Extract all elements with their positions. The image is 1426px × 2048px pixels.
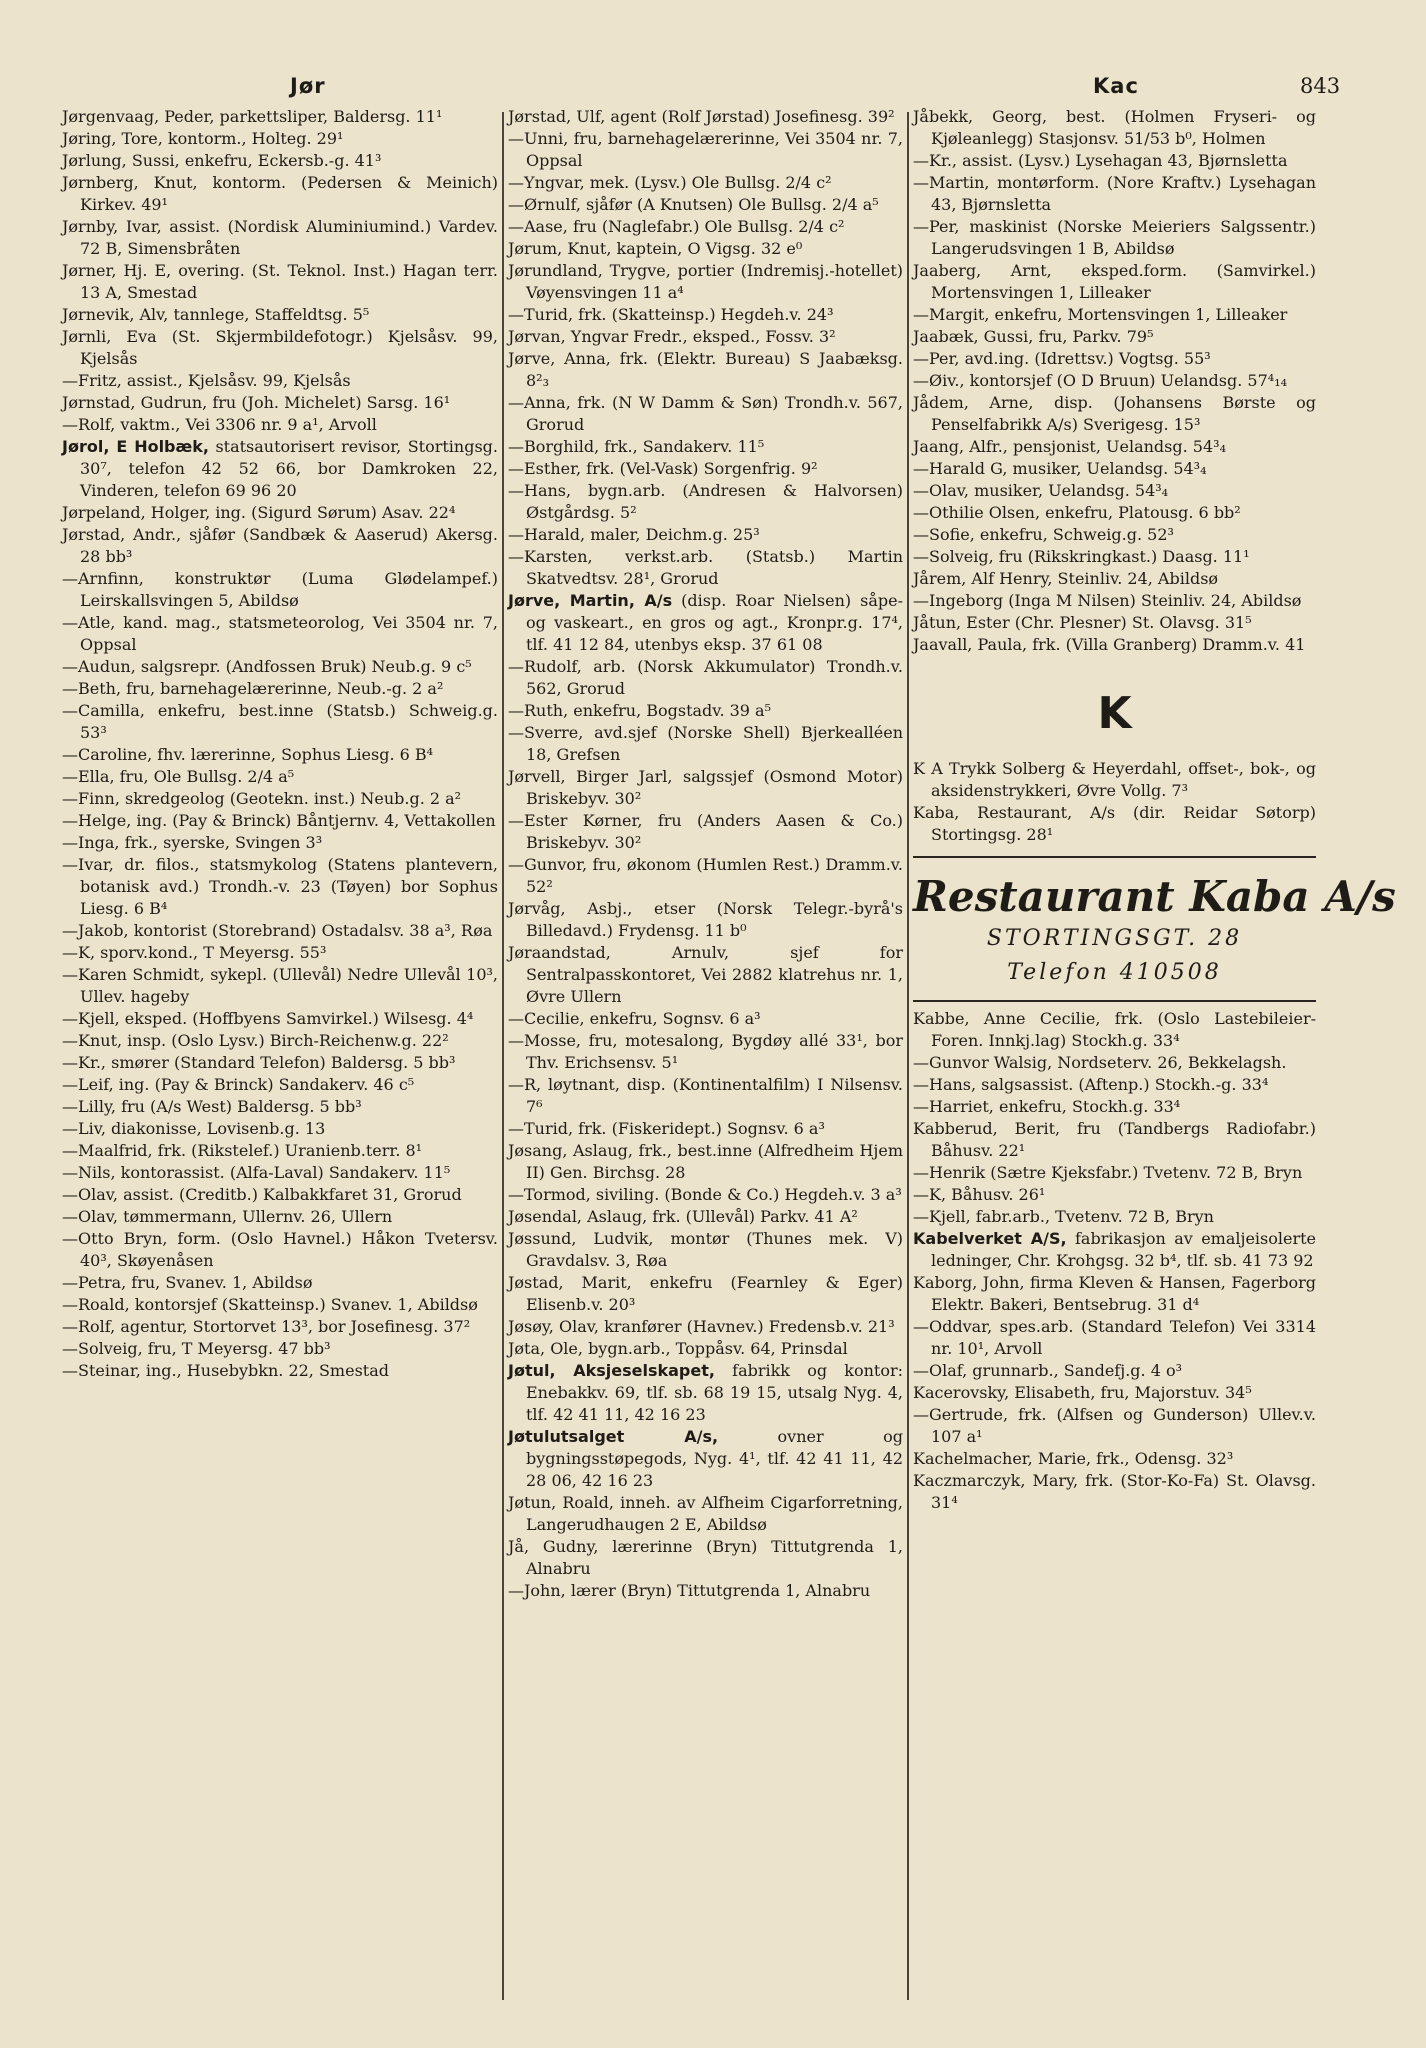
directory-entry: —Nils, kontorassist. (Alfa-Laval) Sandakerv. 11⁵ <box>62 1163 451 1182</box>
directory-entry: —Gunvor Walsig, Nordseterv. 26, Bekkelagsh. <box>913 1053 1287 1072</box>
entry-list <box>508 106 903 1602</box>
directory-entry: Jøraandstad, Arnulv, sjef for Sentralpasskontoret, Vei 2882 klatrehus nr. 1, Øvre Ullern <box>508 943 903 1006</box>
directory-entry: —Unni, fru, barnehagelærerinne, Vei 3504 nr. 7, Oppsal <box>508 129 903 170</box>
directory-entry: —Beth, fru, barnehagelærerinne, Neub.-g. 2 a² <box>62 679 444 698</box>
directory-entry: —Inga, frk., syerske, Svingen 3³ <box>62 833 323 852</box>
directory-column-1 <box>62 106 498 2026</box>
directory-entry: Jørnevik, Alv, tannlege, Staffeldtsg. 5⁵ <box>62 305 370 324</box>
directory-entry: Jaavall, Paula, frk. (Villa Granberg) Dramm.v. 41 <box>913 635 1306 654</box>
directory-entry: —Finn, skredgeolog (Geotekn. inst.) Neub.g. 2 a² <box>62 789 462 808</box>
directory-entry: —Otto Bryn, form. (Oslo Havnel.) Håkon Tvetersv. 40³, Skøyenåsen <box>62 1229 498 1270</box>
directory-entry: Jørvåg, Asbj., etser (Norsk Telegr.-byrå's Billedavd.) Frydensg. 11 b⁰ <box>508 899 903 940</box>
directory-entry: Kachelmacher, Marie, frk., Odensg. 32³ <box>913 1449 1234 1468</box>
directory-entry: —Solveig, fru, T Meyersg. 47 bb³ <box>62 1339 331 1358</box>
directory-entry: Jøring, Tore, kontorm., Holteg. 29¹ <box>62 129 344 148</box>
directory-entry: —Othilie Olsen, enkefru, Platousg. 6 bb² <box>913 503 1241 522</box>
directory-entry: —Jakob, kontorist (Storebrand) Ostadalsv. 38 a³, Røa <box>62 921 493 940</box>
directory-entry: Jørol, E Holbæk, statsautorisert revisor, Stortingsg. 30⁷, telefon 42 52 66, bor Damkroken 22, Vinderen, telefon 69 96 20 <box>62 437 499 500</box>
directory-entry: —Harriet, enkefru, Stockh.g. 33⁴ <box>913 1097 1181 1116</box>
directory-entry: Jøta, Ole, bygn.arb., Toppåsv. 64, Prinsdal <box>508 1339 848 1358</box>
directory-entry: —Roald, kontorsjef (Skatteinsp.) Svanev. 1, Abildsø <box>62 1295 478 1314</box>
directory-entry: Jøsendal, Aslaug, frk. (Ullevål) Parkv. 41 A² <box>508 1207 858 1226</box>
directory-entry: Kaba, Restaurant, A/s (dir. Reidar Søtorp) Stortingsg. 28¹ <box>913 803 1316 844</box>
directory-entry: Jørstad, Ulf, agent (Rolf Jørstad) Josefinesg. 39² <box>508 107 895 126</box>
entry-bold-name: Kabelverket A/S, <box>913 1229 1067 1248</box>
directory-entry: —Gertrude, frk. (Alfsen og Gunderson) Ullev.v. 107 a¹ <box>913 1405 1316 1446</box>
directory-entry: —Solveig, fru (Rikskringkast.) Daasg. 11¹ <box>913 547 1250 566</box>
ad-title: Restaurant Kaba A/s <box>913 872 1396 921</box>
directory-entry: —Oddvar, spes.arb. (Standard Telefon) Vei 3314 nr. 10¹, Arvoll <box>913 1317 1316 1358</box>
column-divider <box>907 112 909 2000</box>
directory-entry: —Anna, frk. (N W Damm & Søn) Trondh.v. 567, Grorud <box>508 393 903 434</box>
directory-entry: —Rolf, agentur, Stortorvet 13³, bor Josefinesg. 37² <box>62 1317 471 1336</box>
entry-bold-name: Jørve, Martin, A/s <box>508 591 673 610</box>
directory-entry: Jørpeland, Holger, ing. (Sigurd Sørum) Asav. 22⁴ <box>62 503 456 522</box>
directory-entry: —Mosse, fru, motesalong, Bygdøy allé 33¹, bor Thv. Erichsensv. 5¹ <box>508 1031 903 1072</box>
directory-entry: —R, løytnant, disp. (Kontinentalfilm) I Nilsensv. 7⁶ <box>508 1075 903 1116</box>
directory-entry: Kaczmarczyk, Mary, frk. (Stor-Ko-Fa) St. Olavsg. 31⁴ <box>913 1471 1316 1512</box>
directory-entry: K A Trykk Solberg & Heyerdahl, offset-, bok-, og aksidenstrykkeri, Øvre Vollg. 7³ <box>913 759 1316 800</box>
directory-entry: —Yngvar, mek. (Lysv.) Ole Bullsg. 2/4 c² <box>508 173 832 192</box>
directory-entry: Jaabæk, Gussi, fru, Parkv. 79⁵ <box>913 327 1154 346</box>
directory-entry: —Kjell, eksped. (Hoffbyens Samvirkel.) Wilsesg. 4⁴ <box>62 1009 474 1028</box>
entry-bold-name: Jøtulutsalget A/s, <box>508 1427 719 1446</box>
directory-entry: Jøsang, Aslaug, frk., best.inne (Alfredheim Hjem II) Gen. Birchsg. 28 <box>508 1141 903 1182</box>
directory-entry: Jørve, Anna, frk. (Elektr. Bureau) S Jaabæksg. 8²₃ <box>508 349 903 390</box>
directory-entry: Jørnberg, Knut, kontorm. (Pedersen & Meinich) Kirkev. 49¹ <box>62 173 498 214</box>
directory-entry: —Petra, fru, Svanev. 1, Abildsø <box>62 1273 313 1292</box>
directory-entry: Jøtul, Aksjeselskapet, fabrikk og kontor: Enebakkv. 69, tlf. sb. 68 19 15, utsalg Nyg. 4, tlf. 42 41 11, 42 16 23 <box>508 1361 903 1424</box>
directory-entry: —Ørnulf, sjåfør (A Knutsen) Ole Bullsg. 2/4 a⁵ <box>508 195 879 214</box>
directory-entry: —Fritz, assist., Kjelsåsv. 99, Kjelsås <box>62 371 351 390</box>
directory-entry: —Per, maskinist (Norske Meieriers Salgssentr.) Langerudsvingen 1 B, Abildsø <box>913 217 1316 258</box>
directory-entry: —Ester Kørner, fru (Anders Aasen & Co.) Briskebyv. 30² <box>508 811 903 852</box>
page-header <box>0 74 1426 104</box>
directory-entry: —Rudolf, arb. (Norsk Akkumulator) Trondh.v. 562, Grorud <box>508 657 903 698</box>
directory-entry: Jårem, Alf Henry, Steinliv. 24, Abildsø <box>913 569 1219 588</box>
column-divider <box>502 112 504 2000</box>
directory-entry: Jørvell, Birger Jarl, salgssjef (Osmond Motor) Briskebyv. 30² <box>508 767 903 808</box>
directory-entry: —Tormod, siviling. (Bonde & Co.) Hegdeh.v. 3 a³ <box>508 1185 902 1204</box>
directory-entry: Jørnstad, Gudrun, fru (Joh. Michelet) Sarsg. 16¹ <box>62 393 451 412</box>
ad-address: STORTINGSGT. 28 <box>986 926 1243 951</box>
directory-entry: —Leif, ing. (Pay & Brinck) Sandakerv. 46 c⁵ <box>62 1075 415 1094</box>
directory-entry: —Kr., assist. (Lysv.) Lysehagan 43, Bjørnsletta <box>913 151 1288 170</box>
directory-entry: Jørstad, Andr., sjåfør (Sandbæk & Aaserud) Akersg. 28 bb³ <box>62 525 498 566</box>
directory-entry: Kacerovsky, Elisabeth, fru, Majorstuv. 34⁵ <box>913 1383 1252 1402</box>
entry-bold-name: Jørol, E Holbæk, <box>62 437 209 456</box>
directory-entry: —Olav, assist. (Creditb.) Kalbakkfaret 31, Grorud <box>62 1185 462 1204</box>
entry-list <box>913 1008 1316 1514</box>
directory-entry: —Ingeborg (Inga M Nilsen) Steinliv. 24, Abildsø <box>913 591 1302 610</box>
directory-entry: Jørvan, Yngvar Fredr., eksped., Fossv. 3² <box>508 327 836 346</box>
directory-entry: —Esther, frk. (Vel-Vask) Sorgenfrig. 9² <box>508 459 818 478</box>
directory-entry: —Margit, enkefru, Mortensvingen 1, Lilleaker <box>913 305 1288 324</box>
directory-entry: Jå, Gudny, lærerinne (Bryn) Tittutgrenda 1, Alnabru <box>508 1537 903 1578</box>
directory-entry: —Cecilie, enkefru, Sognsv. 6 a³ <box>508 1009 761 1028</box>
directory-entry: —Kjell, fabr.arb., Tvetenv. 72 B, Bryn <box>913 1207 1214 1226</box>
directory-entry: —K, Båhusv. 26¹ <box>913 1185 1046 1204</box>
entry-list <box>62 106 498 1382</box>
directory-entry: —Harald G, musiker, Uelandsg. 54³₄ <box>913 459 1207 478</box>
restaurant-advertisement <box>913 856 1396 1002</box>
directory-entry: —Harald, maler, Deichm.g. 25³ <box>508 525 760 544</box>
directory-entry: —Borghild, frk., Sandakerv. 11⁵ <box>508 437 765 456</box>
directory-entry: —Hans, salgsassist. (Aftenp.) Stockh.-g. 33⁴ <box>913 1075 1269 1094</box>
directory-entry: Jåbekk, Georg, best. (Holmen Fryseri- og Kjøleanlegg) Stasjonsv. 51/53 b⁰, Holmen <box>913 107 1316 148</box>
directory-entry: Jørnby, Ivar, assist. (Nordisk Aluminiumind.) Vardev. 72 B, Simensbråten <box>62 217 498 258</box>
header-left-guide-word: Jør <box>290 74 326 98</box>
directory-entry: Kabelverket A/S, fabrikasjon av emaljeisolerte ledninger, Chr. Krohgsg. 32 b⁴, tlf. sb. 41 73 92 <box>913 1229 1317 1270</box>
directory-entry: Jaaberg, Arnt, eksped.form. (Samvirkel.) Mortensvingen 1, Lilleaker <box>913 261 1316 302</box>
directory-entry: —Kr., smører (Standard Telefon) Baldersg. 5 bb³ <box>62 1053 456 1072</box>
page-number: 843 <box>1300 74 1341 98</box>
directory-entry: —Olav, tømmermann, Ullernv. 26, Ullern <box>62 1207 393 1226</box>
directory-entry: —Liv, diakonisse, Lovisenb.g. 13 <box>62 1119 326 1138</box>
directory-column-3 <box>913 106 1396 2026</box>
directory-entry: —Gunvor, fru, økonom (Humlen Rest.) Dramm.v. 52² <box>508 855 903 896</box>
directory-entry: —Hans, bygn.arb. (Andresen & Halvorsen) Østgårdsg. 5² <box>508 481 903 522</box>
directory-entry: Jørlung, Sussi, enkefru, Eckersb.-g. 41³ <box>62 151 382 170</box>
directory-entry: —Ivar, dr. filos., statsmykolog (Statens plantevern, botanisk avd.) Trondh.-v. 23 (Tøyen) bor Sophus Liesg. 6 B⁴ <box>62 855 498 918</box>
directory-entry: —Helge, ing. (Pay & Brinck) Båntjernv. 4, Vettakollen <box>62 811 496 830</box>
directory-entry: —Turid, frk. (Skatteinsp.) Hegdeh.v. 24³ <box>508 305 834 324</box>
directory-entry: —Arnfinn, konstruktør (Luma Glødelampef.) Leirskallsvingen 5, Abildsø <box>62 569 498 610</box>
directory-entry: Jådem, Arne, disp. (Johansens Børste og Penselfabrikk A/s) Sverigesg. 15³ <box>913 393 1316 434</box>
directory-column-2 <box>508 106 903 2026</box>
directory-entry: —K, sporv.kond., T Meyersg. 55³ <box>62 943 327 962</box>
entry-bold-name: Jøtul, Aksjeselskapet, <box>508 1361 715 1380</box>
directory-entry: —Audun, salgsrepr. (Andfossen Bruk) Neub.g. 9 c⁵ <box>62 657 472 676</box>
directory-entry: Jaang, Alfr., pensjonist, Uelandsg. 54³₄ <box>913 437 1226 456</box>
directory-entry: Jørundland, Trygve, portier (Indremisj.-hotellet) Vøyensvingen 11 a⁴ <box>508 261 903 302</box>
directory-entry: Kabbe, Anne Cecilie, frk. (Oslo Lastebileier-Foren. Innkj.lag) Stockh.g. 33⁴ <box>913 1009 1316 1050</box>
directory-entry: Jøssund, Ludvik, montør (Thunes mek. V) Gravdalsv. 3, Røa <box>508 1229 903 1270</box>
entry-list <box>913 758 1316 846</box>
directory-entry: Jåtun, Ester (Chr. Plesner) St. Olavsg. 31⁵ <box>913 613 1252 632</box>
directory-entry: Kaborg, John, firma Kleven & Hansen, Fagerborg Elektr. Bakeri, Bentsebrug. 31 d⁴ <box>913 1273 1316 1314</box>
directory-entry: Jøtun, Roald, inneh. av Alfheim Cigarforretning, Langerudhaugen 2 E, Abildsø <box>508 1493 903 1534</box>
directory-entry: Jørnli, Eva (St. Skjermbildefotogr.) Kjelsåsv. 99, Kjelsås <box>62 327 498 368</box>
directory-entry: —Steinar, ing., Husebybkn. 22, Smestad <box>62 1361 389 1380</box>
directory-entry: —Olav, musiker, Uelandsg. 54³₄ <box>913 481 1169 500</box>
directory-entry: Jørve, Martin, A/s (disp. Roar Nielsen) såpe- og vaskeart., en gros og agt., Kronpr.g. 17⁴, tlf. 41 12 84, utenbys eksp. 37 61 08 <box>508 591 904 654</box>
directory-entry: —Atle, kand. mag., statsmeteorolog, Vei 3504 nr. 7, Oppsal <box>62 613 498 654</box>
directory-entry: —Karsten, verkst.arb. (Statsb.) Martin Skatvedtsv. 28¹, Grorud <box>508 547 903 588</box>
directory-entry: Jøstad, Marit, enkefru (Fearnley & Eger) Elisenb.v. 20³ <box>508 1273 903 1314</box>
directory-entry: —Rolf, vaktm., Vei 3306 nr. 9 a¹, Arvoll <box>62 415 377 434</box>
directory-entry: Jørum, Knut, kaptein, O Vigsg. 32 e⁰ <box>508 239 803 258</box>
directory-entry: —Ella, fru, Ole Bullsg. 2/4 a⁵ <box>62 767 295 786</box>
directory-entry: Jøtulutsalget A/s, ovner og bygningsstøpegods, Nyg. 4¹, tlf. 42 41 11, 42 28 06, 42 16 23 <box>508 1427 903 1490</box>
directory-entry: —Caroline, fhv. lærerinne, Sophus Liesg. 6 B⁴ <box>62 745 434 764</box>
section-letter: K <box>1097 688 1132 739</box>
ad-telephone: Telefon 410508 <box>1007 960 1222 985</box>
entry-list <box>913 106 1316 656</box>
directory-entry: —John, lærer (Bryn) Tittutgrenda 1, Alnabru <box>508 1581 871 1600</box>
directory-entry: Jørner, Hj. E, overing. (St. Teknol. Inst.) Hagan terr. 13 A, Smestad <box>62 261 498 302</box>
directory-entry: —Henrik (Sætre Kjeksfabr.) Tvetenv. 72 B, Bryn <box>913 1163 1303 1182</box>
directory-entry: —Karen Schmidt, sykepl. (Ullevål) Nedre Ullevål 10³, Ullev. hageby <box>62 965 498 1006</box>
directory-entry: Jørgenvaag, Peder, parkettsliper, Baldersg. 11¹ <box>62 107 443 126</box>
directory-entry: —Lilly, fru (A/s West) Baldersg. 5 bb³ <box>62 1097 362 1116</box>
directory-entry: Jøsøy, Olav, kranfører (Havnev.) Fredensb.v. 21³ <box>508 1317 895 1336</box>
directory-entry: —Øiv., kontorsjef (O D Bruun) Uelandsg. 57⁴₁₄ <box>913 371 1288 390</box>
directory-entry: —Per, avd.ing. (Idrettsv.) Vogtsg. 55³ <box>913 349 1211 368</box>
directory-entry: —Martin, montørform. (Nore Kraftv.) Lysehagan 43, Bjørnsletta <box>913 173 1316 214</box>
directory-entry: —Ruth, enkefru, Bogstadv. 39 a⁵ <box>508 701 772 720</box>
directory-entry: —Knut, insp. (Oslo Lysv.) Birch-Reichenw.g. 22² <box>62 1031 449 1050</box>
header-right-guide-word: Kac <box>1093 74 1139 98</box>
directory-entry: —Sverre, avd.sjef (Norske Shell) Bjerkealléen 18, Grefsen <box>508 723 903 764</box>
directory-entry: —Maalfrid, frk. (Rikstelef.) Uranienb.terr. 8¹ <box>62 1141 423 1160</box>
directory-entry: —Camilla, enkefru, best.inne (Statsb.) Schweig.g. 53³ <box>62 701 498 742</box>
directory-entry: —Sofie, enkefru, Schweig.g. 52³ <box>913 525 1174 544</box>
directory-entry: —Turid, frk. (Fiskeridept.) Sognsv. 6 a³ <box>508 1119 825 1138</box>
directory-entry: —Olaf, grunnarb., Sandefj.g. 4 o³ <box>913 1361 1182 1380</box>
directory-entry: —Aase, fru (Naglefabr.) Ole Bullsg. 2/4 c² <box>508 217 845 236</box>
directory-entry: Kabberud, Berit, fru (Tandbergs Radiofabr.) Båhusv. 22¹ <box>913 1119 1316 1160</box>
